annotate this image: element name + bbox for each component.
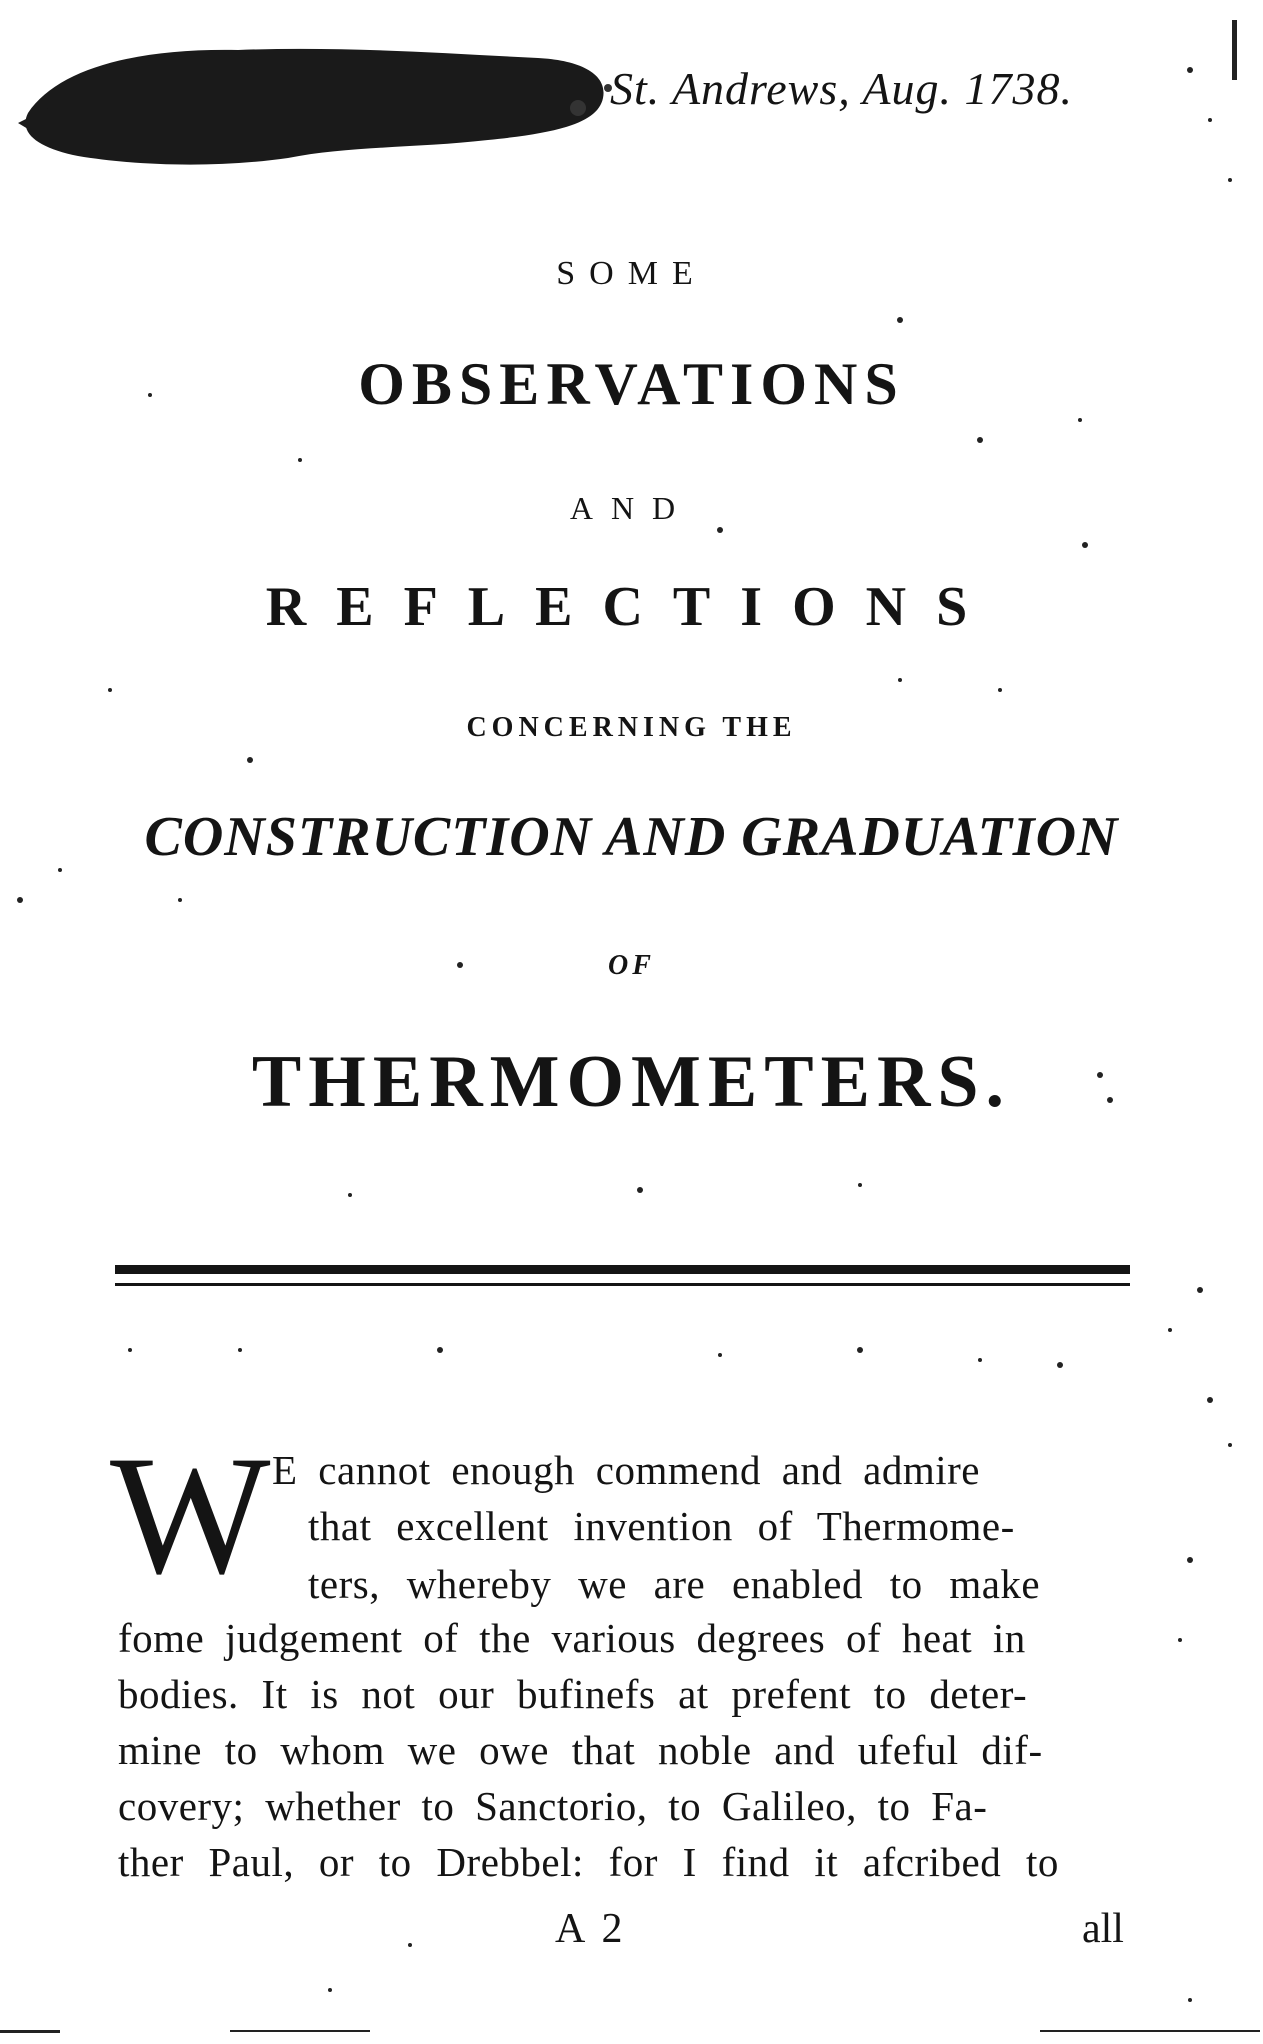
body-line-5: bodies. It is not our bufinefs at prefent to deter- [118,1671,1028,1717]
drop-cap: W [110,1421,271,1609]
title-and: AND [569,490,694,526]
title-construction-and-graduation: CONSTRUCTION AND GRADUATION [144,806,1119,868]
dateline: St. Andrews, Aug. 1738. [610,63,1074,114]
catchword: all [1082,1906,1124,1952]
title-some: SOME [556,255,707,292]
title-reflections: REFLECTIONS [265,576,998,638]
double-rule-thin [115,1283,1130,1286]
double-rule-thick [115,1265,1130,1274]
body-line-3: ters, whereby we are enabled to make [308,1561,1041,1607]
title-of: OF [608,950,655,981]
body-line-1: E cannot enough commend and admire [272,1447,980,1493]
title-observations: OBSERVATIONS [358,351,905,417]
body-line-4: fome judgement of the various degrees of heat in [118,1615,1026,1661]
ink-blot-smudge [18,28,618,178]
title-concerning-the: CONCERNING THE [466,712,797,743]
title-thermometers: THERMOMETERS. [251,1041,1012,1123]
body-line-2: that excellent invention of Thermome- [308,1503,1015,1549]
body-line-6: mine to whom we owe that noble and ufeful dif- [118,1727,1043,1773]
signature-mark: A 2 [555,1906,627,1952]
body-line-8: ther Paul, or to Drebbel: for I find it afcribed to [118,1839,1059,1885]
body-line-7: covery; whether to Sanctorio, to Galileo, to Fa- [118,1783,988,1829]
